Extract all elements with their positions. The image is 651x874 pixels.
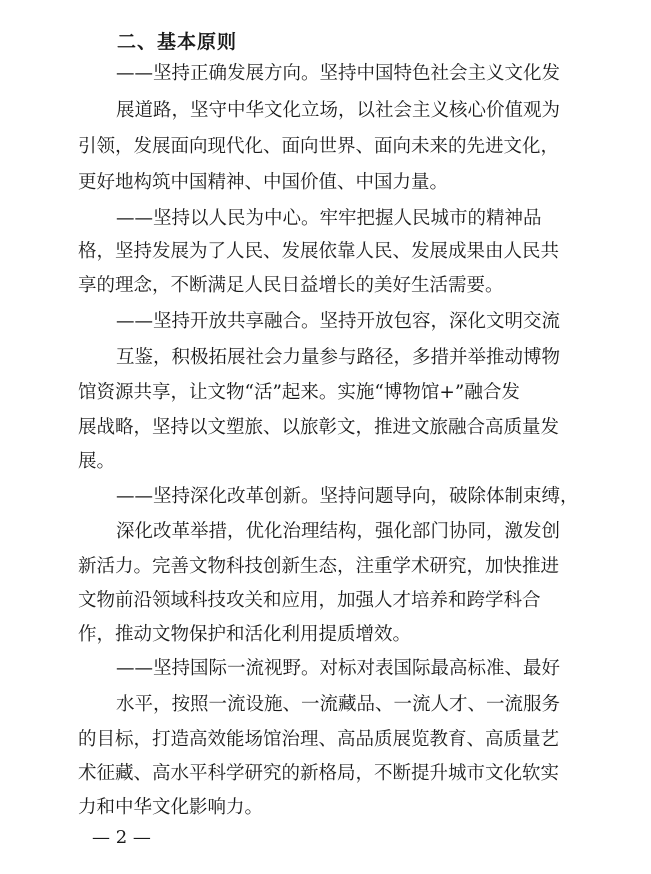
paragraph-line: 文物前沿领域科技攻关和应用，加强人才培养和跨学科合: [78, 590, 541, 611]
paragraph-line: 展。: [78, 451, 116, 472]
paragraph-line: ——坚持正确发展方向。坚持中国特色社会主义文化发: [116, 63, 561, 84]
paragraph-line: 展战略，坚持以文塑旅、以旅彰文，推进文旅融合高质量发: [78, 417, 560, 438]
paragraph-line: ——坚持开放共享融合。坚持开放包容，深化文明交流: [116, 311, 561, 332]
paragraph-line: 享的理念，不断满足人民日益增长的美好生活需要。: [78, 275, 504, 296]
paragraph-line: 展道路，坚守中华文化立场，以社会主义核心价值观为: [116, 100, 561, 121]
paragraph-line: ——坚持以人民为中心。牢牢把握人民城市的精神品: [116, 208, 542, 229]
paragraph-line: 格，坚持发展为了人民、发展依靠人民、发展成果由人民共: [78, 241, 560, 262]
paragraph-line: ——坚持国际一流视野。对标对表国际最高标准、最好: [116, 658, 561, 679]
page-number: — 2 —: [92, 827, 151, 848]
paragraph-line: 新活力。完善文物科技创新生态，注重学术研究，加快推进: [78, 556, 560, 577]
paragraph-line: 作，推动文物保护和活化利用提质增效。: [78, 624, 412, 645]
paragraph-line: 力和中华文化影响力。: [78, 797, 264, 818]
paragraph-line: 互鉴，积极拓展社会力量参与路径，多措并举推动博物: [116, 347, 561, 368]
section-heading: 二、基本原则: [117, 31, 238, 53]
paragraph-line: 术征藏、高水平科学研究的新格局，不断提升城市文化软实: [78, 763, 560, 784]
paragraph-line: 的目标，打造高效能场馆治理、高品质展览教育、高质量艺: [78, 729, 560, 750]
paragraph-line: ——坚持深化改革创新。坚持问题导向，破除体制束缚，: [116, 486, 579, 507]
paragraph-line: 更好地构筑中国精神、中国价值、中国力量。: [78, 172, 449, 193]
paragraph-line: 引领，发展面向现代化、面向世界、面向未来的先进文化，: [78, 136, 560, 157]
paragraph-line: 深化改革举措，优化治理结构，强化部门协同，激发创: [116, 521, 561, 542]
paragraph-line: 馆资源共享，让文物“活”起来。实施“博物馆+”融合发: [78, 382, 520, 403]
paragraph-line: 水平，按照一流设施、一流藏品、一流人才、一流服务: [116, 694, 561, 715]
